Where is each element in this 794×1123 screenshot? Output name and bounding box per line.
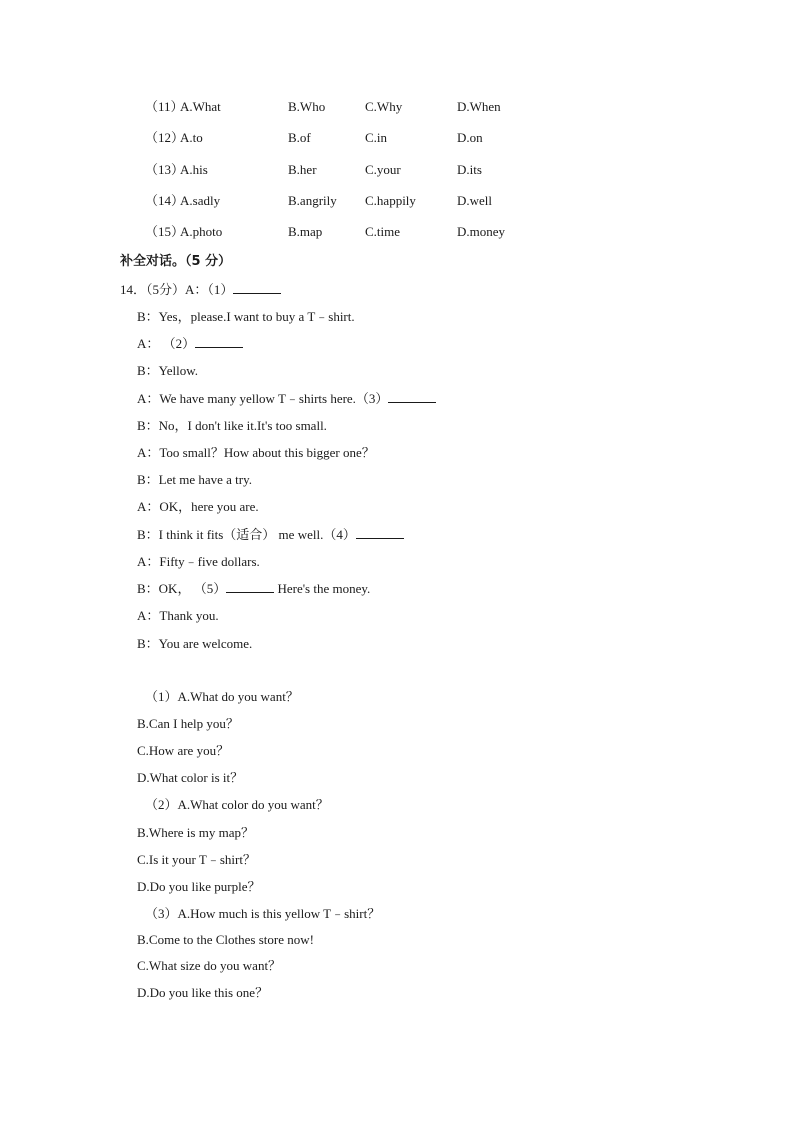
- section-title: 补全对话。（5 分）: [120, 254, 232, 269]
- dialogue-text: B：I think it fits（适合） me well.（4）: [137, 527, 356, 542]
- answer-blank[interactable]: [226, 579, 274, 593]
- choice-option-d: D.well: [457, 193, 493, 208]
- dialogue-text: A：Thank you.: [137, 608, 219, 623]
- option-line: （3）A.How much is this yellow T﹣shirt？: [145, 906, 381, 921]
- dialogue-text: A：Too small？How about this bigger one？: [137, 445, 375, 460]
- choice-option-a: A.his: [180, 162, 208, 177]
- dialogue-line: [137, 443, 375, 463]
- dialogue-text: A：We have many yellow T﹣shirts here.（3）: [137, 391, 389, 406]
- dialogue-text-after: Here's the money.: [274, 581, 371, 596]
- option-line: （1）A.What do you want？: [145, 689, 299, 704]
- question-head: [120, 280, 281, 300]
- choice-option-c: C.time: [365, 224, 401, 239]
- dialogue-line: [137, 579, 370, 599]
- choice-option-c: C.in: [365, 130, 388, 145]
- dialogue-text: A：Fifty﹣five dollars.: [137, 554, 260, 569]
- choice-number: （15）: [145, 224, 185, 239]
- option-line: B.Where is my map？: [137, 825, 254, 840]
- choice-option-a: A.to: [180, 130, 203, 145]
- choice-option-b: B.Who: [288, 99, 326, 114]
- dialogue-line: [137, 606, 219, 626]
- option-line: C.Is it your T﹣shirt？: [137, 852, 256, 867]
- answer-blank[interactable]: [195, 334, 243, 348]
- choice-option-d: D.its: [457, 162, 482, 177]
- dialogue-line: [137, 334, 243, 354]
- option-line: C.How are you？: [137, 743, 230, 758]
- dialogue-line: [137, 361, 198, 381]
- choice-number: （11）: [145, 99, 184, 114]
- choice-row-11: [145, 97, 565, 117]
- choice-option-b: B.map: [288, 224, 323, 239]
- answer-blank[interactable]: [388, 389, 436, 403]
- choice-option-b: B.angrily: [288, 193, 337, 208]
- dialogue-text: B：Yes，please.I want to buy a T﹣shirt.: [137, 309, 355, 324]
- choice-option-c: C.Why: [365, 99, 403, 114]
- dialogue-line: [137, 525, 404, 545]
- choice-option-b: B.of: [288, 130, 311, 145]
- option-line: C.What size do you want？: [137, 958, 282, 973]
- dialogue-text: B：OK， （5）: [137, 581, 227, 596]
- choice-row-15: [145, 222, 565, 242]
- option-line: B.Come to the Clothes store now!: [137, 932, 314, 947]
- choice-option-a: A.What: [180, 99, 221, 114]
- dialogue-text: B：You are welcome.: [137, 636, 253, 651]
- option-line: D.Do you like this one？: [137, 985, 269, 1000]
- dialogue-line: [137, 389, 436, 409]
- choice-row-13: [145, 160, 565, 180]
- answer-blank[interactable]: [233, 280, 281, 294]
- choice-number: （12）: [145, 130, 185, 145]
- option-line: D.Do you like purple？: [137, 879, 261, 894]
- answer-blank[interactable]: [356, 525, 404, 539]
- dialogue-text: A： （2）: [137, 336, 196, 351]
- choice-option-b: B.her: [288, 162, 317, 177]
- dialogue-text: A：OK，here you are.: [137, 499, 259, 514]
- choice-option-c: C.happily: [365, 193, 416, 208]
- dialogue-line: [137, 552, 260, 572]
- dialogue-text: B：No，I don't like it.It's too small.: [137, 418, 327, 433]
- dialogue-text: B：Let me have a try.: [137, 472, 253, 487]
- choice-option-a: A.sadly: [180, 193, 221, 208]
- option-line: （2）A.What color do you want？: [145, 797, 329, 812]
- dialogue-line: [137, 634, 252, 654]
- choice-option-a: A.photo: [180, 224, 223, 239]
- choice-number: （13）: [145, 162, 185, 177]
- choice-number: （14）: [145, 193, 185, 208]
- option-line: B.Can I help you？: [137, 716, 239, 731]
- choice-row-14: [145, 191, 565, 211]
- dialogue-text: B：Yellow.: [137, 363, 199, 378]
- choice-option-d: D.money: [457, 224, 506, 239]
- dialogue-line: [137, 307, 355, 327]
- choice-option-c: C.your: [365, 162, 401, 177]
- choice-option-d: D.When: [457, 99, 501, 114]
- option-line: D.What color is it？: [137, 770, 244, 785]
- dialogue-line: [137, 416, 327, 436]
- choice-option-d: D.on: [457, 130, 483, 145]
- choice-row-12: [145, 128, 565, 148]
- dialogue-line: [137, 497, 259, 517]
- question-head-text: 14．（5分）A：（1）: [120, 282, 234, 297]
- dialogue-line: [137, 470, 252, 490]
